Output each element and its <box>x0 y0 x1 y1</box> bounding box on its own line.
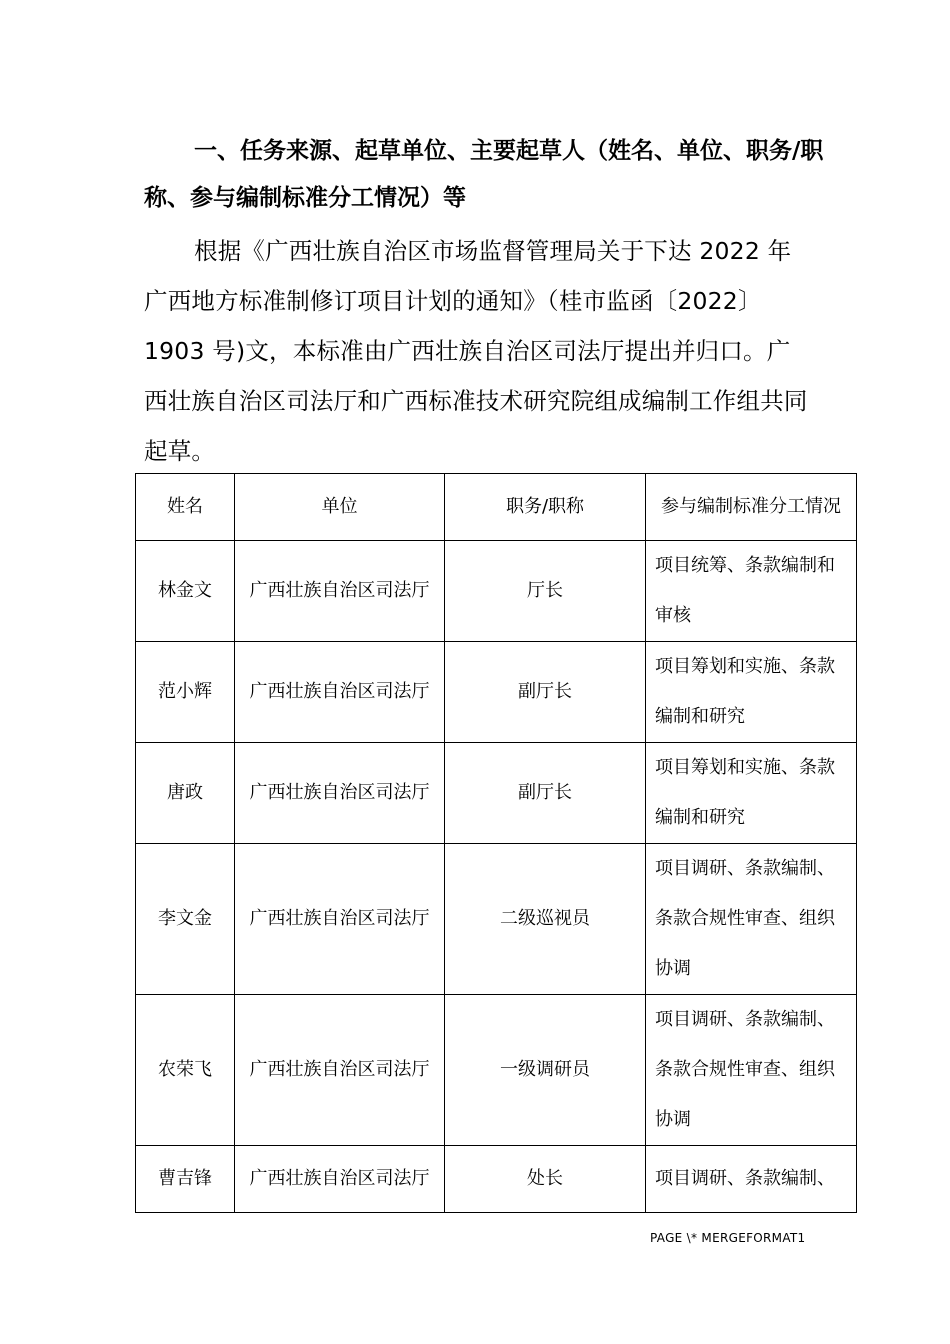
table-row <box>136 995 857 1146</box>
cell-position: 处长 <box>445 1146 646 1213</box>
cell-position: 一级调研员 <box>445 995 646 1146</box>
cell-position: 二级巡视员 <box>445 844 646 995</box>
cell-name: 林金文 <box>136 541 235 642</box>
cell-role: 项目调研、条款编制、条款合规性审查、组织协调 <box>646 844 857 995</box>
table-header-row <box>136 474 857 541</box>
section-heading: 一、任务来源、起草单位、主要起草人（姓名、单位、职务/职称、参与编制标准分工情况）等 <box>144 138 824 211</box>
header-role: 参与编制标准分工情况 <box>646 474 857 541</box>
cell-unit: 广西壮族自治区司法厅 <box>235 844 445 995</box>
table-row <box>136 1146 857 1213</box>
cell-unit: 广西壮族自治区司法厅 <box>235 995 445 1146</box>
table-row <box>136 541 857 642</box>
cell-role: 项目调研、条款编制、 <box>646 1146 857 1213</box>
cell-name: 李文金 <box>136 844 235 995</box>
table-row <box>136 642 857 743</box>
cell-role: 项目筹划和实施、条款编制和研究 <box>646 642 857 743</box>
cell-role: 项目筹划和实施、条款编制和研究 <box>646 743 857 844</box>
table-row <box>136 743 857 844</box>
header-name: 姓名 <box>136 474 235 541</box>
cell-position: 副厅长 <box>445 642 646 743</box>
cell-name: 唐政 <box>136 743 235 844</box>
header-unit: 单位 <box>235 474 445 541</box>
cell-position: 厅长 <box>445 541 646 642</box>
table-row <box>136 844 857 995</box>
header-position: 职务/职称 <box>445 474 646 541</box>
cell-unit: 广西壮族自治区司法厅 <box>235 642 445 743</box>
cell-name: 曹吉锋 <box>136 1146 235 1213</box>
page-footer: PAGE \* MERGEFORMAT1 <box>650 1231 806 1245</box>
drafters-table <box>135 473 857 1213</box>
cell-unit: 广西壮族自治区司法厅 <box>235 1146 445 1213</box>
cell-name: 范小辉 <box>136 642 235 743</box>
body-paragraph: 根据《广西壮族自治区市场监督管理局关于下达 2022 年广西地方标准制修订项目计划的通知》（桂市监函〔2022〕1903 号)文，本标准由广西壮族自治区司法厅提出并归口。广西壮族自治区司法厅和广西标准技术研究院组成编制工作组共同起草。 <box>144 237 808 465</box>
cell-position: 副厅长 <box>445 743 646 844</box>
cell-unit: 广西壮族自治区司法厅 <box>235 541 445 642</box>
cell-role: 项目统筹、条款编制和审核 <box>646 541 857 642</box>
cell-role: 项目调研、条款编制、条款合规性审查、组织协调 <box>646 995 857 1146</box>
cell-name: 农荣飞 <box>136 995 235 1146</box>
cell-unit: 广西壮族自治区司法厅 <box>235 743 445 844</box>
